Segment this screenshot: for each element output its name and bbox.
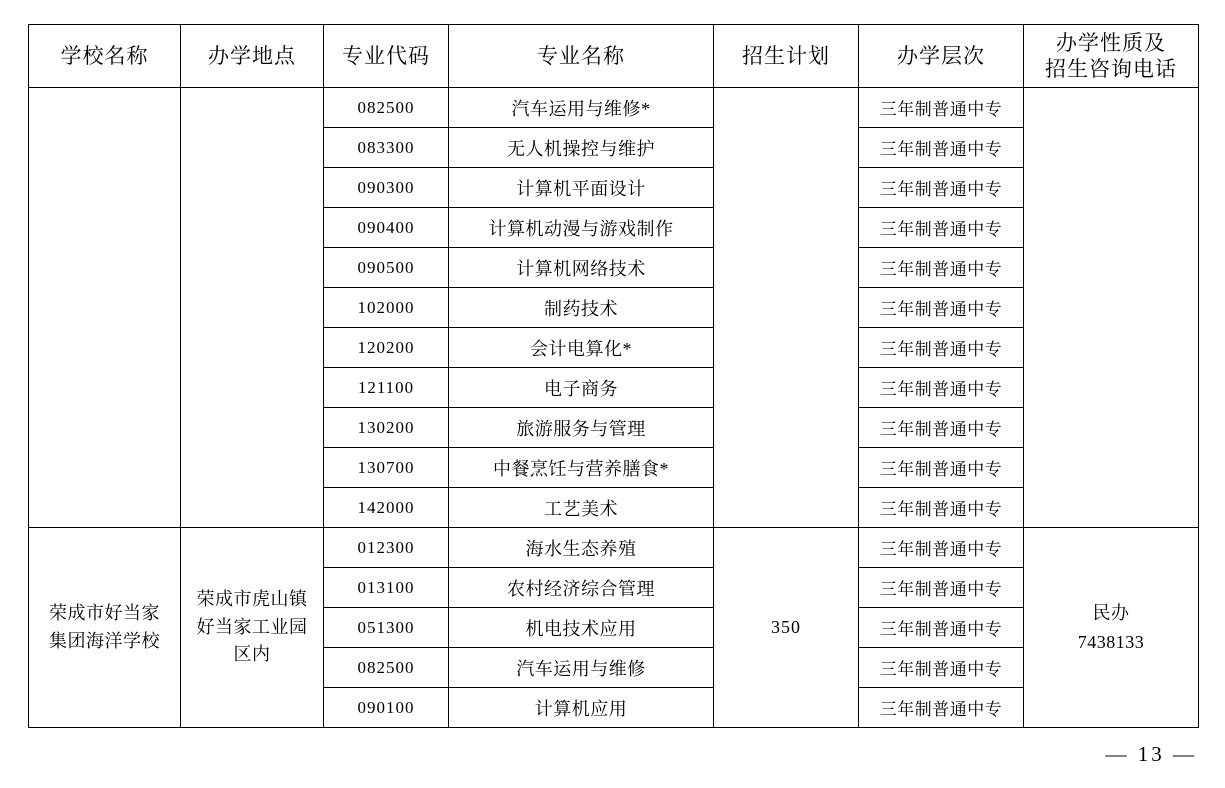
cell-major-code: 130700 (324, 448, 449, 488)
school-location-line-2: 好当家工业园 (196, 616, 308, 637)
cell-major-name: 旅游服务与管理 (449, 408, 714, 448)
cell-school-nature-group-2 (1024, 528, 1199, 728)
column-header-school-level: 办学层次 (859, 25, 1024, 88)
school-name-line-2: 集团海洋学校 (49, 630, 160, 651)
column-header-nature-line-1: 办学性质及 (1056, 30, 1166, 55)
cell-major-code: 120200 (324, 328, 449, 368)
cell-major-name: 计算机应用 (449, 688, 714, 728)
cell-major-name: 计算机平面设计 (449, 168, 714, 208)
cell-major-code: 090100 (324, 688, 449, 728)
cell-major-code: 083300 (324, 128, 449, 168)
column-header-school-name: 学校名称 (29, 25, 181, 88)
column-header-major-code: 专业代码 (324, 25, 449, 88)
cell-major-name: 中餐烹饪与营养膳食* (449, 448, 714, 488)
school-nature-text: 民办 (1092, 602, 1130, 623)
table-row (29, 528, 1199, 568)
column-header-school-nature-and-phone (1024, 25, 1199, 88)
column-header-major-name: 专业名称 (449, 25, 714, 88)
cell-major-name: 农村经济综合管理 (449, 568, 714, 608)
cell-school-level: 三年制普通中专 (859, 568, 1024, 608)
cell-major-name: 海水生态养殖 (449, 528, 714, 568)
school-location-line-3: 区内 (233, 644, 271, 665)
cell-school-level: 三年制普通中专 (859, 168, 1024, 208)
school-location-line-1: 荣成市虎山镇 (196, 588, 308, 609)
cell-school-level: 三年制普通中专 (859, 248, 1024, 288)
cell-school-level: 三年制普通中专 (859, 688, 1024, 728)
cell-school-level: 三年制普通中专 (859, 608, 1024, 648)
column-header-school-location: 办学地点 (181, 25, 324, 88)
column-header-enrollment-plan: 招生计划 (714, 25, 859, 88)
school-phone-text: 7438133 (1077, 631, 1145, 652)
cell-school-level: 三年制普通中专 (859, 528, 1024, 568)
cell-major-code: 142000 (324, 488, 449, 528)
table-body (29, 88, 1199, 728)
cell-school-location-group-2 (181, 528, 324, 728)
cell-school-level: 三年制普通中专 (859, 328, 1024, 368)
cell-major-code: 082500 (324, 88, 449, 128)
column-header-nature-line-2: 招生咨询电话 (1045, 57, 1177, 81)
cell-major-name: 计算机动漫与游戏制作 (449, 208, 714, 248)
cell-major-name: 制药技术 (449, 288, 714, 328)
cell-school-level: 三年制普通中专 (859, 88, 1024, 128)
cell-major-code: 090500 (324, 248, 449, 288)
cell-school-level: 三年制普通中专 (859, 368, 1024, 408)
cell-major-code: 130200 (324, 408, 449, 448)
cell-school-location-group-1 (181, 88, 324, 528)
page-number: — 13 — (1105, 742, 1197, 766)
enrollment-plan-table (28, 24, 1199, 728)
cell-major-name: 工艺美术 (449, 488, 714, 528)
cell-major-name: 机电技术应用 (449, 608, 714, 648)
cell-major-code: 102000 (324, 288, 449, 328)
school-name-line-1: 荣成市好当家 (49, 602, 160, 623)
cell-school-level: 三年制普通中专 (859, 448, 1024, 488)
cell-school-level: 三年制普通中专 (859, 408, 1024, 448)
cell-major-code: 090300 (324, 168, 449, 208)
cell-school-level: 三年制普通中专 (859, 648, 1024, 688)
table-header (29, 25, 1199, 88)
cell-school-level: 三年制普通中专 (859, 208, 1024, 248)
cell-major-name: 会计电算化* (449, 328, 714, 368)
cell-major-name: 汽车运用与维修* (449, 88, 714, 128)
cell-major-code: 082500 (324, 648, 449, 688)
cell-major-code: 051300 (324, 608, 449, 648)
cell-major-code: 121100 (324, 368, 449, 408)
cell-school-name-group-2 (29, 528, 181, 728)
cell-school-nature-group-1 (1024, 88, 1199, 528)
cell-major-name: 汽车运用与维修 (449, 648, 714, 688)
cell-school-name-group-1 (29, 88, 181, 528)
cell-school-level: 三年制普通中专 (859, 128, 1024, 168)
cell-school-level: 三年制普通中专 (859, 488, 1024, 528)
table-row (29, 88, 1199, 128)
cell-major-code: 012300 (324, 528, 449, 568)
cell-enrollment-plan-group-2: 350 (714, 528, 859, 728)
cell-major-name: 电子商务 (449, 368, 714, 408)
cell-major-name: 无人机操控与维护 (449, 128, 714, 168)
cell-major-name: 计算机网络技术 (449, 248, 714, 288)
cell-enrollment-plan-group-1 (714, 88, 859, 528)
cell-school-level: 三年制普通中专 (859, 288, 1024, 328)
table-header-row (29, 25, 1199, 88)
cell-major-code: 013100 (324, 568, 449, 608)
cell-major-code: 090400 (324, 208, 449, 248)
